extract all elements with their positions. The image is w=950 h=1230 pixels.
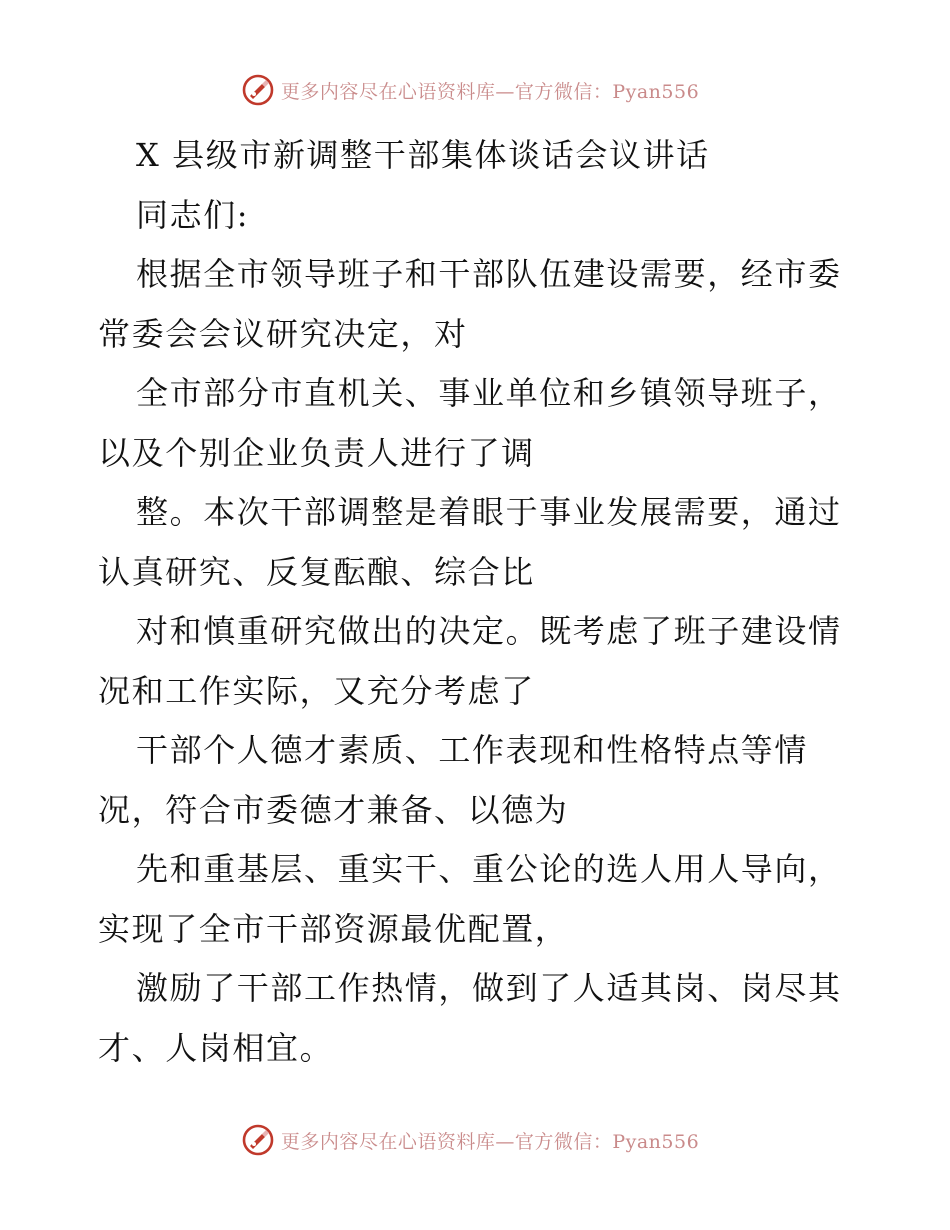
document-body bbox=[98, 126, 858, 1078]
header-banner-text: 更多内容尽在心语资料库—官方微信：Pyan556 bbox=[280, 80, 700, 103]
footer-watermark-banner bbox=[0, 1120, 950, 1160]
text-line: 对和慎重研究做出的决定。既考虑了班子建设情 bbox=[136, 612, 842, 650]
pen-logo-icon bbox=[241, 1123, 275, 1157]
text-line: 常委会会议研究决定，对 bbox=[98, 314, 468, 353]
footer-banner-text: 更多内容尽在心语资料库—官方微信：Pyan556 bbox=[280, 1130, 700, 1153]
text-line: 整。本次干部调整是着眼于事业发展需要，通过 bbox=[136, 493, 842, 531]
text-line: 实现了全市干部资源最优配置， bbox=[98, 909, 569, 948]
header-watermark-banner bbox=[0, 70, 950, 110]
text-line: 才、人岗相宜。 bbox=[98, 1028, 334, 1067]
text-line: 况和工作实际，又充分考虑了 bbox=[98, 671, 535, 710]
pen-logo-icon bbox=[241, 73, 275, 107]
text-line: 根据全市领导班子和干部队伍建设需要，经市委 bbox=[136, 255, 842, 293]
text-line: 认真研究、反复酝酿、综合比 bbox=[98, 552, 535, 591]
document-title: X 县级市新调整干部集体谈话会议讲话 bbox=[136, 136, 710, 174]
text-line: 干部个人德才素质、工作表现和性格特点等情 bbox=[136, 731, 809, 769]
text-line: 激励了干部工作热情，做到了人适其岗、岗尽其 bbox=[136, 969, 842, 1007]
text-line: 况，符合市委德才兼备、以德为 bbox=[98, 790, 569, 829]
text-line: 全市部分市直机关、事业单位和乡镇领导班子， bbox=[136, 374, 842, 412]
text-line: 以及个别企业负责人进行了调 bbox=[98, 433, 535, 472]
salutation: 同志们: bbox=[136, 195, 250, 234]
text-line: 先和重基层、重实干、重公论的选人用人导向， bbox=[136, 850, 842, 888]
